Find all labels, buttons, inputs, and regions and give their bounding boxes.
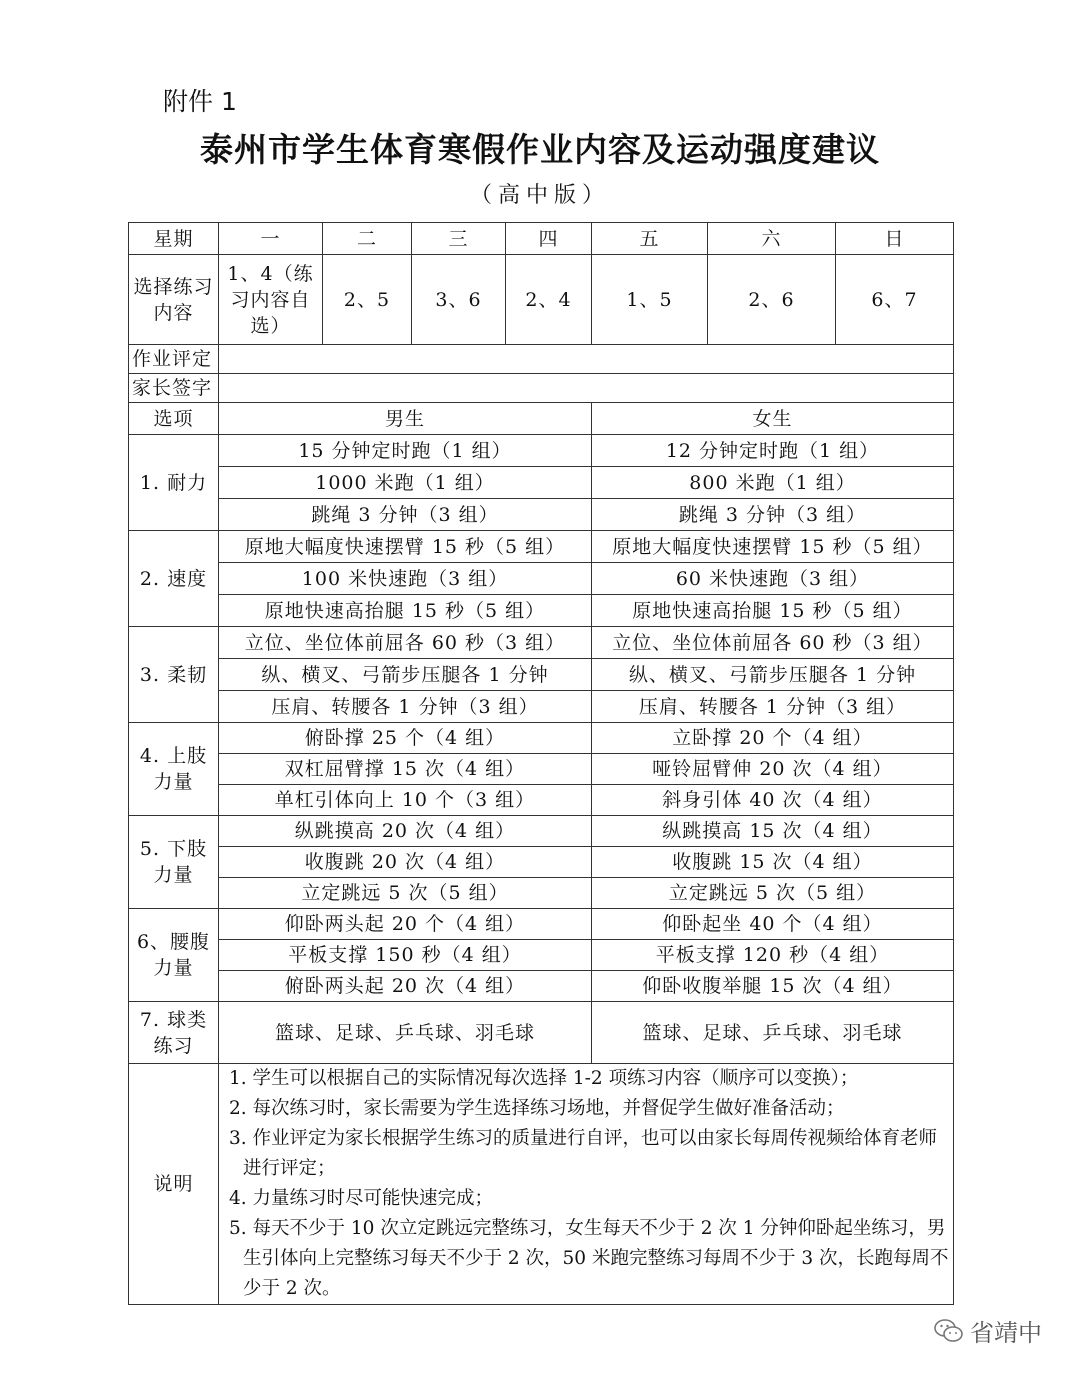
table-row [129,595,954,627]
homework-table [128,222,954,1305]
table-row [129,754,954,785]
male-item: 原地大幅度快速摆臂 15 秒（5 组） [219,531,592,563]
grade-field[interactable] [219,345,954,374]
table-row [129,499,954,531]
female-item: 12 分钟定时跑（1 组） [592,435,954,467]
notes-content [219,1064,954,1305]
table-row [129,971,954,1002]
category-upper-body: 4. 上肢力量 [129,723,219,816]
male-item: 仰卧两头起 20 个（4 组） [219,909,592,940]
female-item: 平板支撑 120 秒（4 组） [592,940,954,971]
male-item: 15 分钟定时跑（1 组） [219,435,592,467]
day-header: 五 [592,223,708,255]
note-item: 1. 学生可以根据自己的实际情况每次选择 1-2 项练习内容（顺序可以变换）； [229,1068,859,1089]
category-endurance: 1. 耐力 [129,435,219,531]
male-item: 平板支撑 150 秒（4 组） [219,940,592,971]
day-choice: 2、6 [708,255,836,345]
watermark-text: 省靖中 [970,1319,1042,1347]
female-item: 立卧撑 20 个（4 组） [592,723,954,754]
table-row [129,691,954,723]
female-header: 女生 [592,403,954,435]
female-item: 收腹跳 15 次（4 组） [592,847,954,878]
table-row [129,627,954,659]
male-item: 立定跳远 5 次（5 组） [219,878,592,909]
day-choice: 2、5 [323,255,412,345]
note-item: 2. 每次练习时，家长需要为学生选择练习场地，并督促学生做好准备活动； [229,1098,845,1119]
document-title: 泰州市学生体育寒假作业内容及运动强度建议 [200,130,880,169]
male-item: 俯卧两头起 20 次（4 组） [219,971,592,1002]
sign-field[interactable] [219,374,954,403]
table-row [129,435,954,467]
day-header: 三 [412,223,506,255]
category-core: 6、腰腹力量 [129,909,219,1002]
male-item: 收腹跳 20 次（4 组） [219,847,592,878]
female-item: 仰卧收腹举腿 15 次（4 组） [592,971,954,1002]
table-row [129,1002,954,1064]
watermark [934,1313,1042,1348]
day-choice: 2、4 [506,255,592,345]
table-row [129,467,954,499]
table-row [129,816,954,847]
day-header: 二 [323,223,412,255]
female-item: 原地快速高抬腿 15 秒（5 组） [592,595,954,627]
sign-label: 家长签字 [129,374,219,403]
female-item: 立位、坐位体前屈各 60 秒（3 组） [592,627,954,659]
options-header-row [129,403,954,435]
category-speed: 2. 速度 [129,531,219,627]
male-item: 篮球、足球、乒乓球、羽毛球 [219,1002,592,1064]
notes-row [129,1064,954,1305]
day-choice: 6、7 [836,255,954,345]
note-item: 4. 力量练习时尽可能快速完成； [229,1188,494,1209]
day-header: 六 [708,223,836,255]
female-item: 篮球、足球、乒乓球、羽毛球 [592,1002,954,1064]
notes-label: 说明 [129,1064,219,1305]
day-choice: 3、6 [412,255,506,345]
category-lower-body: 5. 下肢力量 [129,816,219,909]
attachment-label: 附件 1 [163,87,237,116]
note-item: 3. 作业评定为家长根据学生练习的质量进行自评，也可以由家长每周传视频给体育老师进行评定； [229,1128,938,1179]
sign-row [129,374,954,403]
male-item: 跳绳 3 分钟（3 组） [219,499,592,531]
choose-row [129,255,954,345]
table-row [129,909,954,940]
day-header: 日 [836,223,954,255]
category-ball: 7. 球类练习 [129,1002,219,1064]
female-item: 立定跳远 5 次（5 组） [592,878,954,909]
female-item: 仰卧起坐 40 个（4 组） [592,909,954,940]
table-row [129,531,954,563]
table-row [129,847,954,878]
male-item: 纵、横叉、弓箭步压腿各 1 分钟 [219,659,592,691]
day-header: 四 [506,223,592,255]
female-item: 纵跳摸高 15 次（4 组） [592,816,954,847]
female-item: 纵、横叉、弓箭步压腿各 1 分钟 [592,659,954,691]
week-row [129,223,954,255]
grade-label: 作业评定 [129,345,219,374]
female-item: 跳绳 3 分钟（3 组） [592,499,954,531]
female-item: 800 米跑（1 组） [592,467,954,499]
options-label: 选项 [129,403,219,435]
document-subtitle: （高中版） [469,183,610,208]
day-choice: 1、4（练习内容自选） [219,255,323,345]
male-item: 俯卧撑 25 个（4 组） [219,723,592,754]
female-item: 60 米快速跑（3 组） [592,563,954,595]
table-row [129,723,954,754]
female-item: 原地大幅度快速摆臂 15 秒（5 组） [592,531,954,563]
table-row [129,940,954,971]
male-item: 压肩、转腰各 1 分钟（3 组） [219,691,592,723]
male-item: 单杠引体向上 10 个（3 组） [219,785,592,816]
male-item: 立位、坐位体前屈各 60 秒（3 组） [219,627,592,659]
table-row [129,563,954,595]
table-row [129,878,954,909]
day-header: 一 [219,223,323,255]
table-row [129,785,954,816]
table-row [129,659,954,691]
male-item: 纵跳摸高 20 次（4 组） [219,816,592,847]
choose-label: 选择练习内容 [129,255,219,345]
female-item: 压肩、转腰各 1 分钟（3 组） [592,691,954,723]
male-item: 原地快速高抬腿 15 秒（5 组） [219,595,592,627]
note-item: 5. 每天不少于 10 次立定跳远完整练习，女生每天不少于 2 次 1 分钟仰卧起坐练习，男生引体向上完整练习每天不少于 2 次，50 米跑完整练习每周不少于 3 次，长跑每周不少于 2 次。 [229,1218,949,1299]
female-item: 斜身引体 40 次（4 组） [592,785,954,816]
male-item: 1000 米跑（1 组） [219,467,592,499]
male-header: 男生 [219,403,592,435]
grade-row [129,345,954,374]
male-item: 双杠屈臂撑 15 次（4 组） [219,754,592,785]
day-choice: 1、5 [592,255,708,345]
week-label: 星期 [129,223,219,255]
male-item: 100 米快速跑（3 组） [219,563,592,595]
female-item: 哑铃屈臂伸 20 次（4 组） [592,754,954,785]
wechat-icon [934,1318,964,1344]
category-flexibility: 3. 柔韧 [129,627,219,723]
